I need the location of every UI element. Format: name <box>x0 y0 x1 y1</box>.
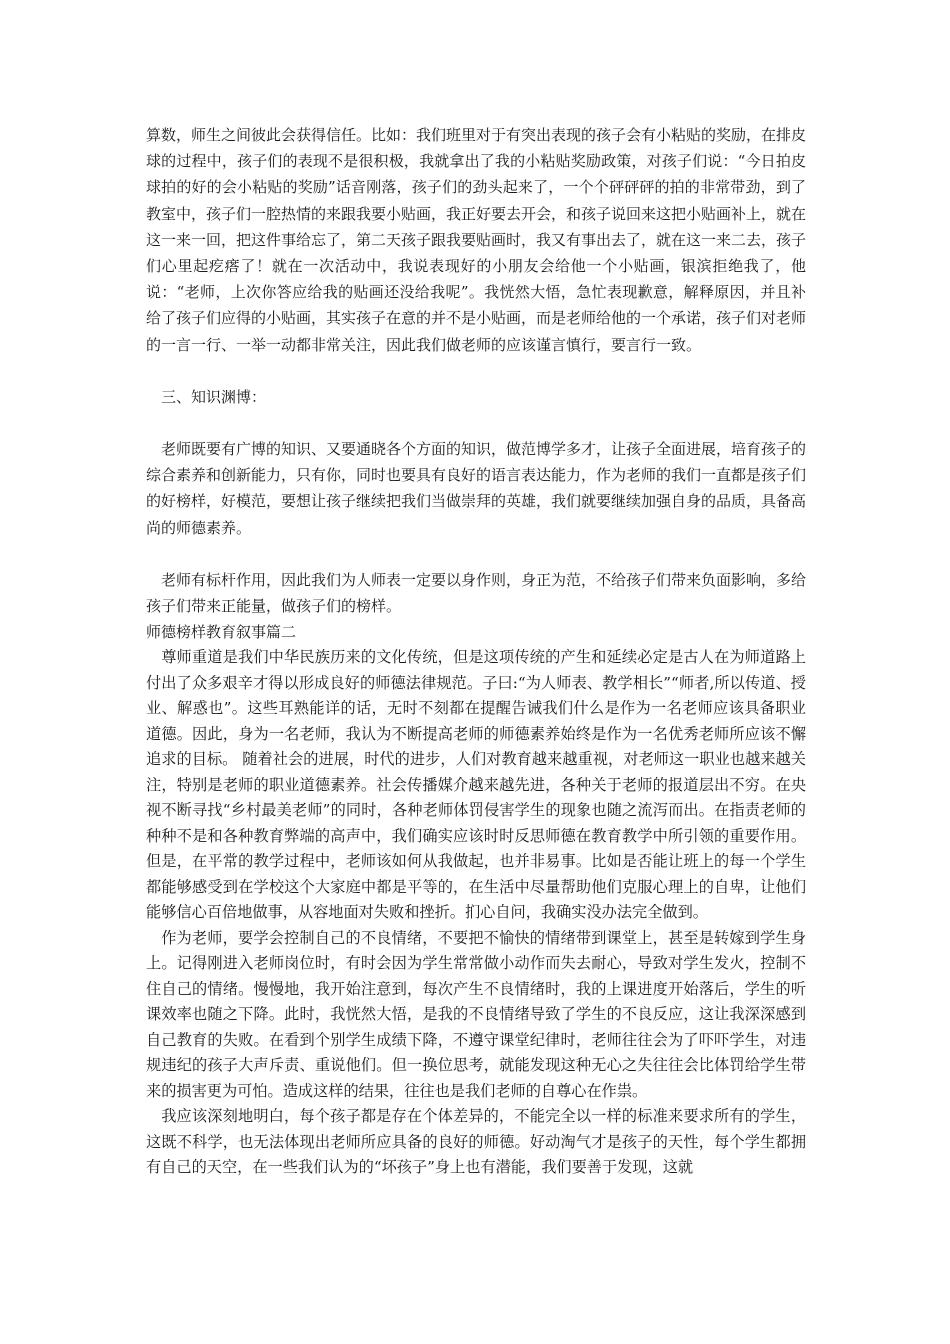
paragraph-role-model: 老师有标杆作用，因此我们为人师表一定要以身作则，身正为范，不给孩子们带来负面影响，多给孩子们带来正能量，做孩子们的榜样。 <box>146 570 807 616</box>
paragraph-individual-differences: 我应该深刻地明白，每个孩子都是存在个体差异的，不能完全以一样的标准来要求所有的学生，这既不科学，也无法体现出老师所应具备的良好的师德。好动淘气才是孩子的天性，每个学生都拥有自己的天空，在一些我们认为的“坏孩子”身上也有潜能，我们要善于发现，这就 <box>146 1107 806 1177</box>
section-heading-knowledge: 三、知识渊博： <box>161 387 267 406</box>
article-title-part-two: 师德榜样教育叙事篇二 <box>146 623 297 642</box>
paragraph-emotion-control: 作为老师，要学会控制自己的不良情绪，不要把不愉快的情绪带到课堂上，甚至是转嫁到学生身上。记得刚进入老师岗位时，有时会因为学生常常做小动作而失去耐心，导致对学生发火，控制不住自己的情绪。慢慢地，我开始注意到，每次产生不良情绪时，我的上课进度开始落后，学生的听课效率也随之下降。此时，我恍然大悟，是我的不良情绪导致了学生的不良反应，这让我深深感到自己教育的失败。在看到个别学生成绩下降，不遵守课堂纪律时，老师往往会为了吓吓学生，对违规违纪的孩子大声斥责、重说他们。但一换位思考，就能发现这种无心之失往往会比体罚给学生带来的损害更为可怕。造成这样的结果，往往也是我们老师的自尊心在作祟。 <box>146 928 806 1100</box>
paragraph-promise-story: 算数，师生之间彼此会获得信任。比如：我们班里对于有突出表现的孩子会有小粘贴的奖励，在排皮球的过程中，孩子们的表现不是很积极，我就拿出了我的小粘贴奖励政策，对孩子们说：“今日拍皮球拍的好的会小粘贴的奖励”话音刚落，孩子们的劲头起来了，一个个砰砰砰的拍的非常带劲，到了教室中，孩子们一腔热情的来跟我要小贴画，我正好要去开会，和孩子说回来这把小贴画补上，就在这一来一回，把这件事给忘了，第二天孩子跟我要贴画时，我又有事出去了，就在这一来二去，孩子们心里起疙瘩了！就在一次活动中，我说表现好的小朋友会给他一个小贴画，银滨拒绝我了，他说：“老师，上次你答应给我的贴画还没给我呢”。我恍然大悟，急忙表现歉意，解释原因，并且补给了孩子们应得的小贴画，其实孩子在意的并不是小贴画，而是老师给他的一个承诺，孩子们对老师的一言一行、一举一动都非常关注，因此我们做老师的应该谨言慎行，要言行一致。 <box>146 126 807 354</box>
document-page <box>146 122 806 1181</box>
paragraph-tradition: 尊师重道是我们中华民族历来的文化传统，但是这项传统的产生和延续必定是古人在为师道路上付出了众多艰辛才得以形成良好的师德法律规范。子曰:“为人师表、教学相长”“师者,所以传道、授业、解惑也”。这些耳熟能详的话，无时不刻都在提醒告诫我们什么是作为一名老师应该具备职业道德。因此，身为一名老师，我认为不断提高老师的师德素养始终是作为一名优秀老师所应该不懈追求的目标。 随着社会的进展，时代的进步，人们对教育越来越重视，对老师这一职业也越来越关注，特别是老师的职业道德素养。社会传播媒介越来越先进，各种关于老师的报道层出不穷。在央视不断寻找“乡村最美老师”的同时，各种老师体罚侵害学生的现象也随之流泻而出。在指责老师的种种不是和各种教育弊端的高声中，我们确实应该时时反思师德在教育教学中所引领的重要作用。但是，在平常的教学过程中，老师该如何从我做起，也并非易事。比如是否能让班上的每一个学生都能够感受到在学校这个大家庭中都是平等的，在生活中尽量帮助他们克服心理上的自卑，让他们能够信心百倍地做事，从容地面对失败和挫折。扪心自问，我确实没办法完全做到。 <box>146 648 806 922</box>
paragraph-knowledge: 老师既要有广博的知识、又要通晓各个方面的知识，做范博学多才，让孩子全面进展，培育孩子的综合素养和创新能力，只有你，同时也要具有良好的语言表达能力，作为老师的我们一直都是孩子们的好榜样，好模范，要想让孩子继续把我们当做崇拜的英雄，我们就要继续加强自身的品质，具备高尚的师德素养。 <box>146 440 807 537</box>
